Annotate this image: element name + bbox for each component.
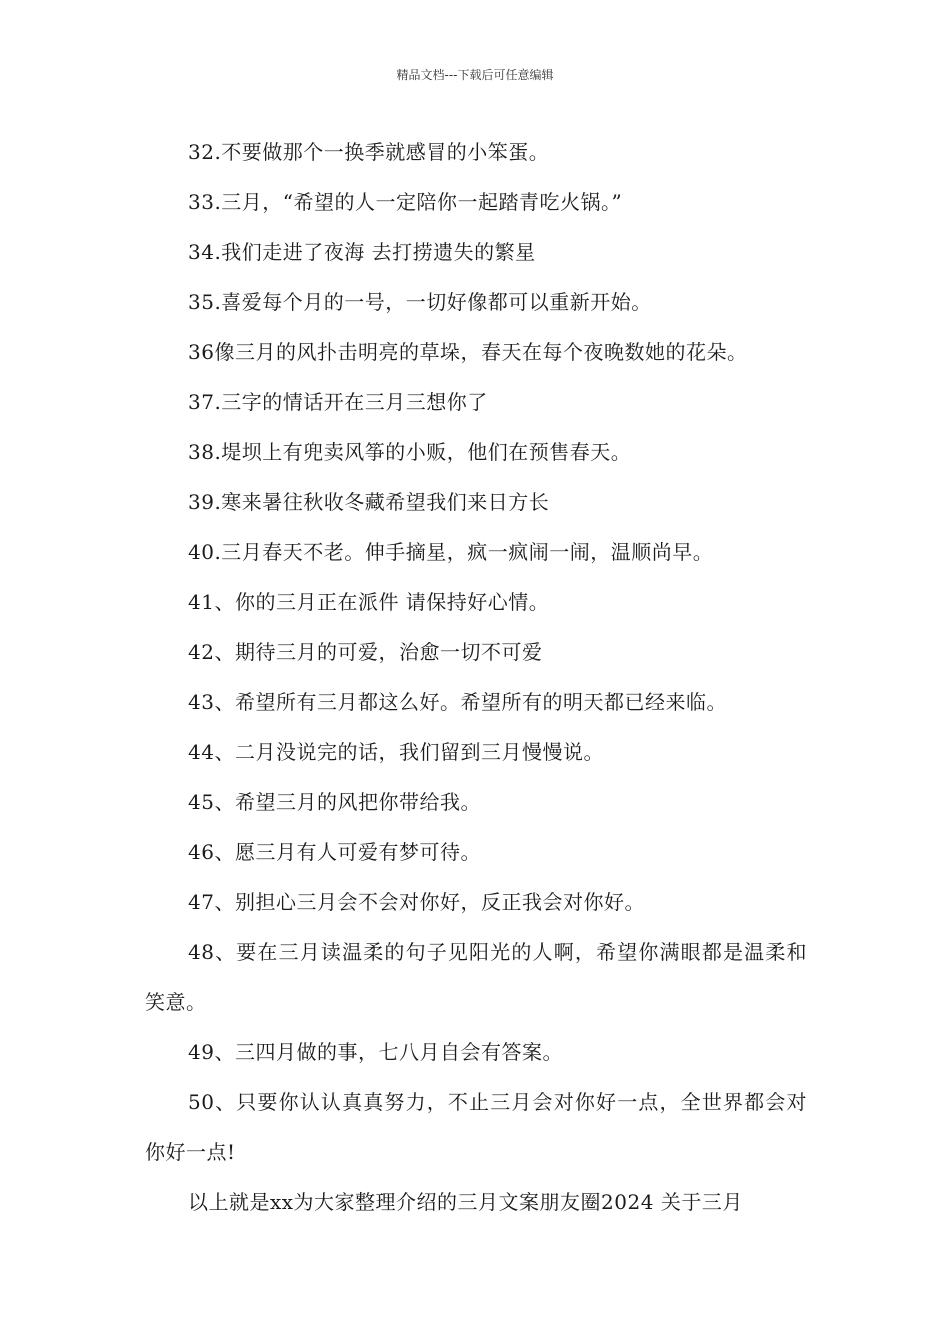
paragraph-44: 44、二月没说完的话，我们留到三月慢慢说。 <box>188 740 604 764</box>
paragraph-46: 46、愿三月有人可爱有梦可待。 <box>188 840 481 864</box>
paragraph-49: 49、三四月做的事，七八月自会有答案。 <box>188 1040 563 1064</box>
paragraph-48: 48、要在三月读温柔的句子见阳光的人啊，希望你满眼都是温柔和笑意。 <box>145 940 807 1014</box>
paragraph-32: 32.不要做那个一换季就感冒的小笨蛋。 <box>188 140 550 164</box>
paragraph-47: 47、别担心三月会不会对你好，反正我会对你好。 <box>188 890 645 914</box>
paragraph-45: 45、希望三月的风把你带给我。 <box>188 790 481 814</box>
paragraph-41: 41、你的三月正在派件 请保持好心情。 <box>188 590 550 614</box>
paragraph-38: 38.堤坝上有兜卖风筝的小贩，他们在预售春天。 <box>188 440 632 464</box>
page-header: 精品文档---下载后可任意编辑 <box>396 68 554 82</box>
paragraph-50: 50、只要你认认真真努力，不止三月会对你好一点，全世界都会对你好一点! <box>145 1090 807 1164</box>
paragraph-34: 34.我们走进了夜海 去打捞遗失的繁星 <box>188 240 536 264</box>
paragraph-36: 36像三月的风扑击明亮的草垛，春天在每个夜晚数她的花朵。 <box>188 340 748 364</box>
paragraph-39: 39.寒来暑往秋收冬藏希望我们来日方长 <box>188 490 550 514</box>
paragraph-40: 40.三月春天不老。伸手摘星，疯一疯闹一闹，温顺尚早。 <box>188 540 714 564</box>
paragraph-42: 42、期待三月的可爱，治愈一切不可爱 <box>188 640 543 664</box>
paragraph-37: 37.三字的情话开在三月三想你了 <box>188 390 488 414</box>
paragraph-35: 35.喜爱每个月的一号，一切好像都可以重新开始。 <box>188 290 652 314</box>
paragraph-summary: 以上就是xx为大家整理介绍的三月文案朋友圈2024 关于三月 <box>188 1190 743 1214</box>
paragraph-43: 43、希望所有三月都这么好。希望所有的明天都已经来临。 <box>188 690 727 714</box>
document-body <box>145 134 807 1234</box>
paragraph-33: 33.三月，“希望的人一定陪你一起踏青吃火锅。” <box>188 190 623 214</box>
